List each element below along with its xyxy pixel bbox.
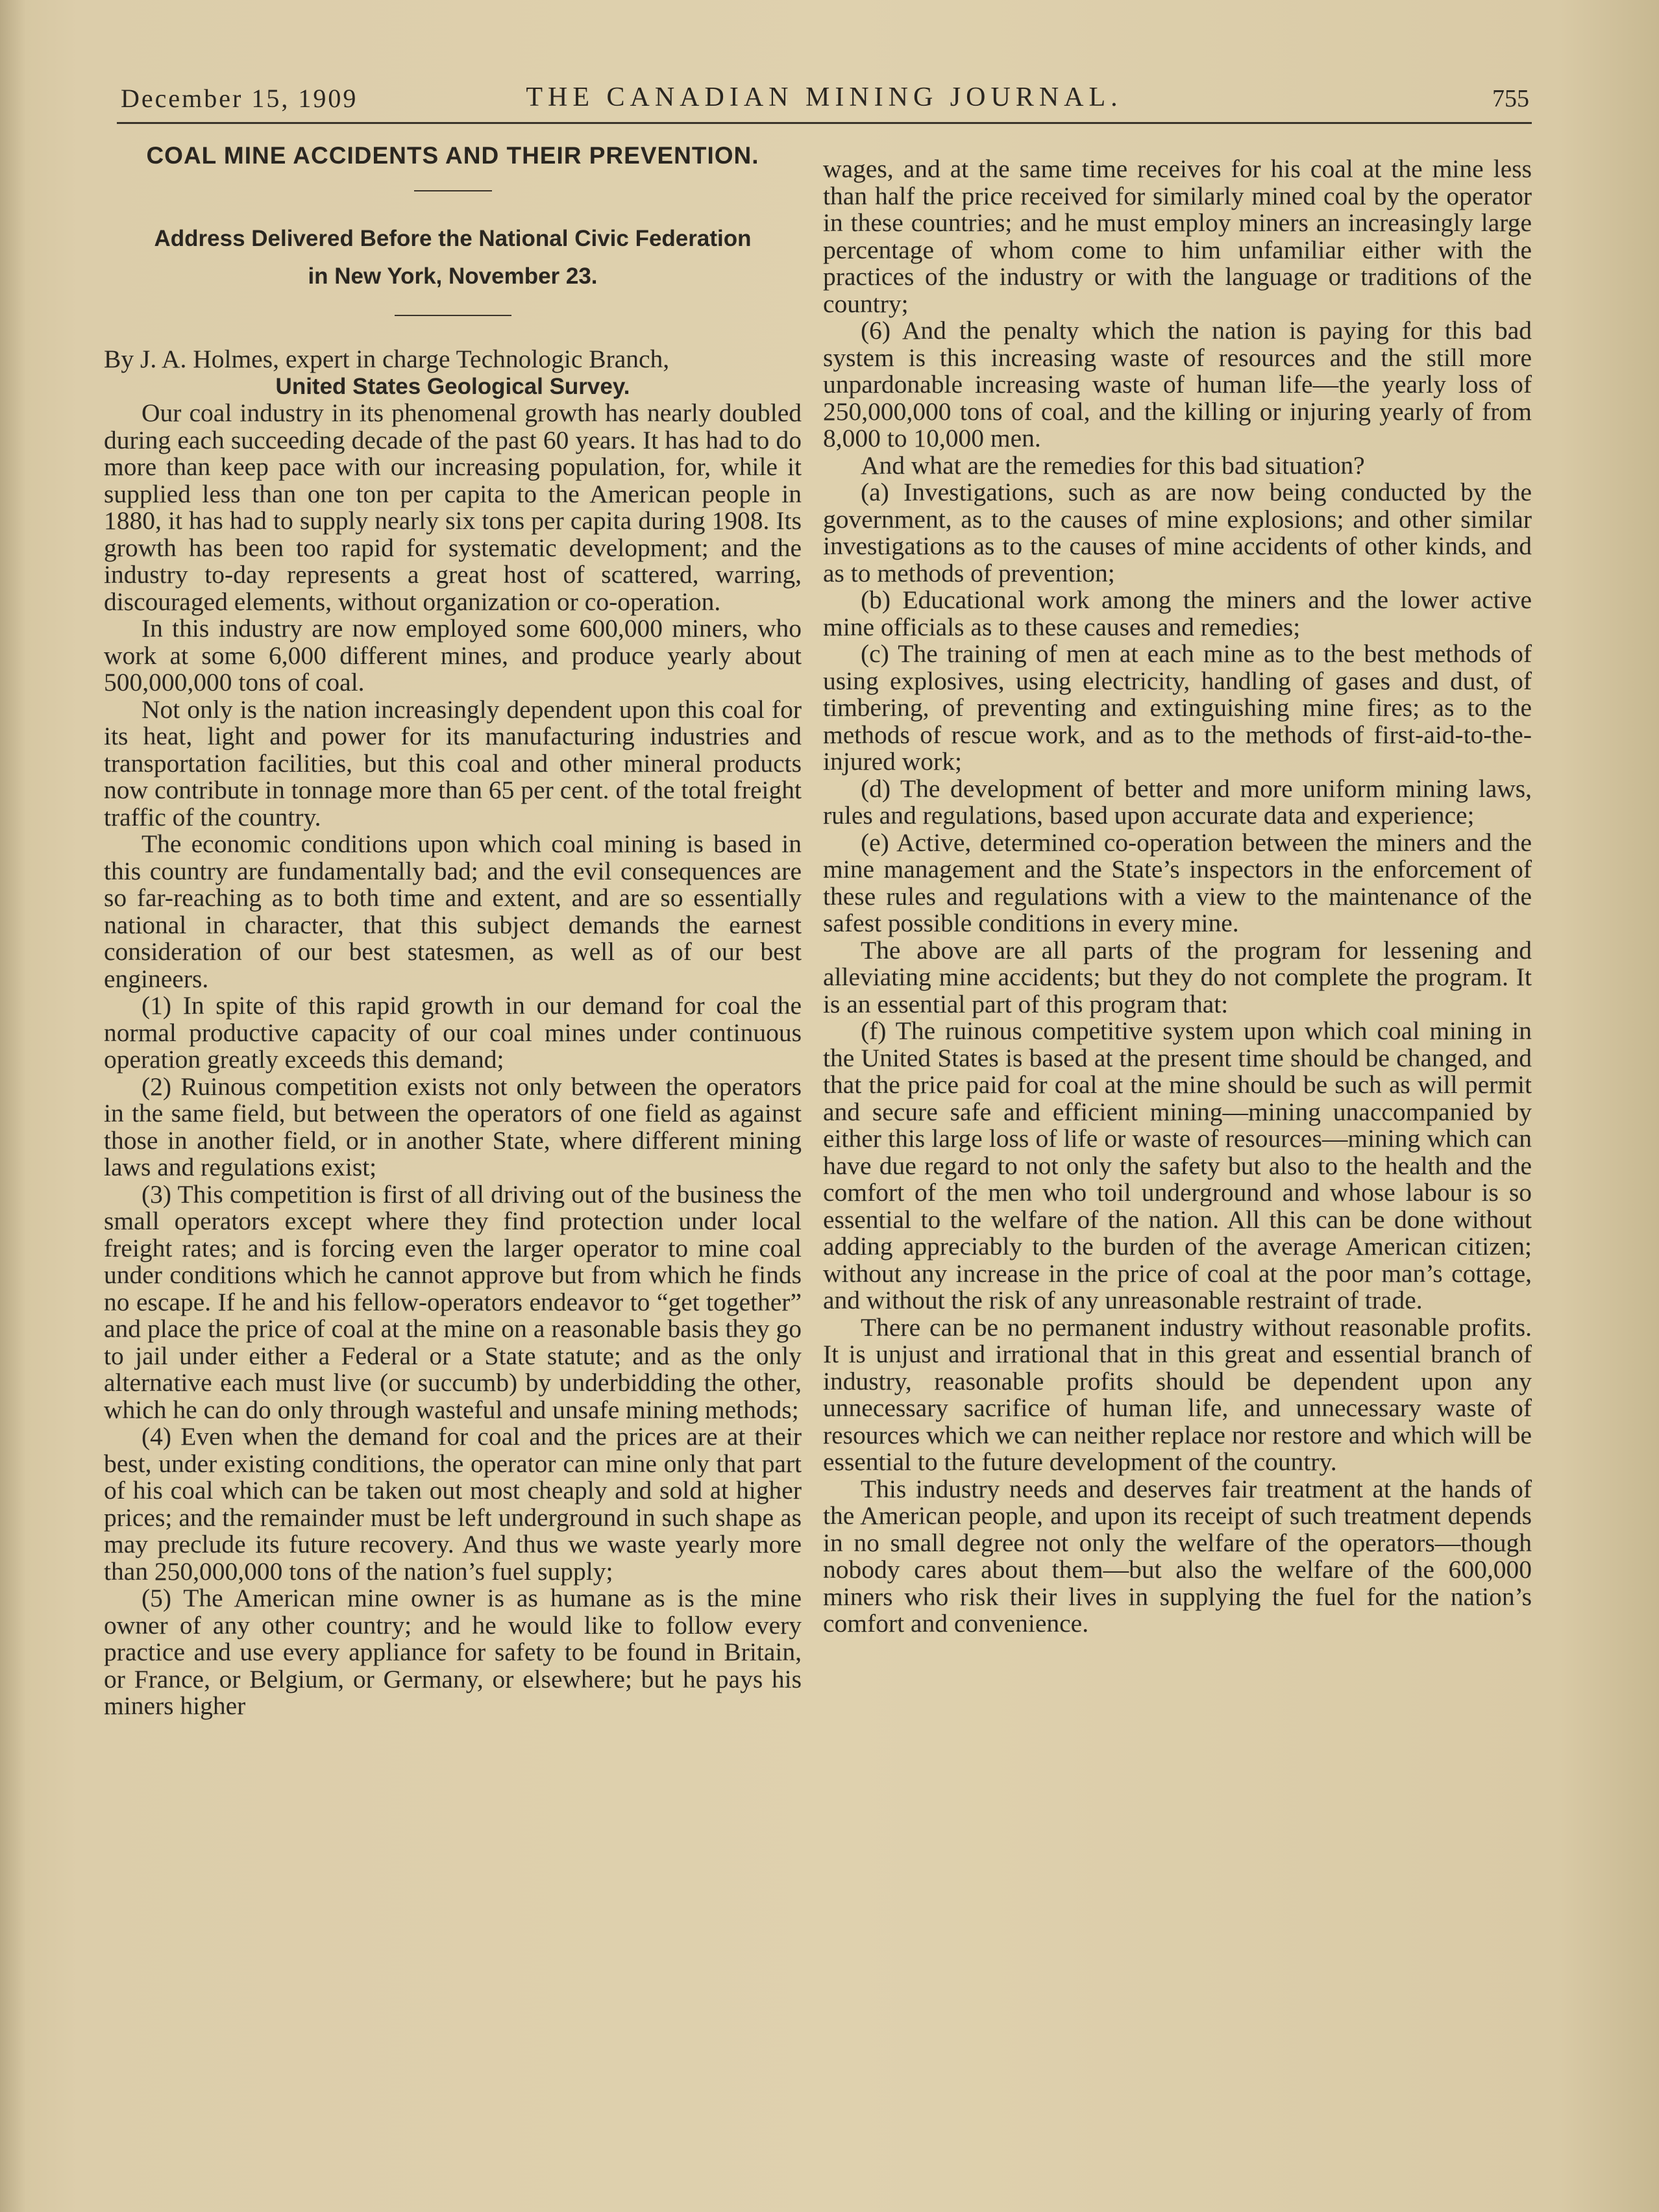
paragraph: (2) Ruinous competition exists not only between the operators in the same field, but between the operators of one field as against those in another field, or in another State, where different mining laws and regulations exist; — [104, 1072, 802, 1181]
paragraph-continuation: wages, and at the same time receives for his coal at the mine less than half the price received for similarly mined coal by the operator in these countries; and he must employ miners an increasingly large percentage of whom come to him unfamiliar either with the practices of the industry or with the language or traditions of the country; — [823, 154, 1532, 318]
paragraph: This industry needs and deserves fair treatment at the hands of the American people, and upon its receipt of such treatment depends in no small degree not only the welfare of the operators—though nobody cares about them—but also the welfare of the 600,000 miners who risk their lives in supplying the fuel for the nation’s comfort and convenience. — [823, 1474, 1532, 1638]
page-number: 755 — [1492, 85, 1529, 112]
paragraph: (e) Active, determined co-operation between the miners and the mine management and the State’s inspectors in the enforcement of these rules and regulations with a view to the maintenance of the safest possible conditions in every mine. — [823, 828, 1532, 937]
subtitle-line-2: in New York, November 23. — [308, 264, 598, 289]
paragraph: The economic conditions upon which coal mining is based in this country are fundamentally bad; and the evil consequences are so far-reaching as to both time and extent, and are so essentially national in character, that this subject demands the earnest consideration of our best statesmen, as well as of our best engineers. — [104, 830, 802, 993]
paragraph: In this industry are now employed some 600,000 miners, who work at some 6,000 different mines, and produce yearly about 500,000,000 tons of coal. — [104, 614, 802, 696]
paragraph: There can be no permanent industry without reasonable profits. It is unjust and irrational that in this great and essential branch of industry, reasonable profits should be dependent upon any unnecessary sacrifice of human life, and unnecessary waste of resources which we can neither replace nor restore and which will be essential to the future development of the country. — [823, 1312, 1532, 1476]
paragraph: Our coal industry in its phenomenal growth has nearly doubled during each succeeding decade of the past 60 years. It has had to do more than keep pace with our increasing population, for, while it supplied less than one ton per capita to the American people in 1880, it has had to supply nearly six tons per capita during 1908. Its growth has been too rapid for systematic development; and the industry to-day represents a great host of scattered, warring, discouraged elements, without organization or co-operation. — [104, 399, 802, 616]
left-column — [104, 140, 802, 1720]
byline-organization: United States Geological Survey. — [275, 373, 630, 399]
paragraph: And what are the remedies for this bad situation? — [861, 450, 1365, 480]
right-column — [823, 156, 1532, 1638]
paragraph: (d) The development of better and more uniform mining laws, rules and regulations, based upon accurate data and experience; — [823, 774, 1532, 830]
title-divider — [414, 190, 492, 191]
journal-title: THE CANADIAN MINING JOURNAL. — [526, 82, 1123, 112]
subtitle-line-1: Address Delivered Before the National Civic Federation — [154, 226, 752, 251]
paragraph: (3) This competition is first of all driving out of the business the small operators except where they find protection under local freight rates; and is forcing even the larger operator to mine coal under conditions which he cannot approve but from which he finds no escape. If he and his fellow-operators endeavor to “get together” and place the price of coal at the mine on a reasonable basis they go to jail under either a Federal or a State statute; and as the only alternative each must live (or succumb) by underbidding the other, which he can do only through wasteful and unsafe mining methods; — [104, 1179, 802, 1424]
article-title: COAL MINE ACCIDENTS AND THEIR PREVENTION. — [146, 142, 759, 169]
paragraph: (5) The American mine owner is as humane as is the mine owner of any other country; and he would like to follow every practice and use every appliance for safety to be found in Britain, or France, or Belgium, or Germany, or elsewhere; but he pays his miners higher — [104, 1584, 802, 1720]
header-date: December 15, 1909 — [121, 84, 358, 113]
paragraph: (1) In spite of this rapid growth in our demand for coal the normal productive capacity of our coal mines under continuous operation greatly exceeds this demand; — [104, 991, 802, 1074]
paragraph: (6) And the penalty which the nation is paying for this bad system is this increasing waste of resources and the still more unpardonable increasing waste of human life—the yearly loss of 250,000,000 tons of coal, and the killing or injuring yearly of from 8,000 to 10,000 men. — [823, 316, 1532, 452]
byline — [104, 346, 802, 400]
paragraph: Not only is the nation increasingly dependent upon this coal for its heat, light and power for its manufacturing industries and transportation facilities, but this coal and other mineral products now contribute in tonnage more than 65 per cent. of the total freight traffic of the country. — [104, 694, 802, 831]
paragraph: (f) The ruinous competitive system upon which coal mining in the United States is based at the present time should be changed, and that the price paid for coal at the mine should be such as will permit and secure safe and efficient mining—mining unaccompanied by either this large loss of life or waste of resources—mining which can have due regard to not only the safety but also to the health and the comfort of the men who toil underground and whose labour is so essential to the welfare of the nation. All this can be done without adding appreciably to the burden of the average American citizen; without any increase in the price of coal at the poor man’s cottage, and without the risk of any unreasonable restraint of trade. — [823, 1016, 1532, 1314]
paragraph: (a) Investigations, such as are now being conducted by the government, as to the causes of mine explosions; and other similar investigations as to the causes of mine accidents of other kinds, and as to methods of prevention; — [823, 478, 1532, 587]
subtitle-divider — [395, 315, 511, 316]
paragraph: (4) Even when the demand for coal and the prices are at their best, under existing conditions, the operator can mine only that part of his coal which can be taken out most cheaply and sold at higher prices; and the remainder must be left underground in such shape as may preclude its future recovery. And thus we waste yearly more than 250,000,000 tons of the nation’s fuel supply; — [104, 1422, 802, 1586]
paragraph: (c) The training of men at each mine as to the best methods of using explosives, using electricity, handling of gases and dust, of timbering, of preventing and extinguishing mine fires; as to the methods of rescue work, and as to the methods of first-aid-to-the-injured work; — [823, 639, 1532, 776]
paragraph: The above are all parts of the program for lessening and alleviating mine accidents; but they do not complete the program. It is an essential part of this program that: — [823, 935, 1532, 1018]
byline-author: By J. A. Holmes, expert in charge Technologic Branch, — [104, 345, 670, 373]
running-header — [117, 83, 1532, 124]
paragraph: (b) Educational work among the miners and the lower active mine officials as to these causes and remedies; — [823, 585, 1532, 641]
